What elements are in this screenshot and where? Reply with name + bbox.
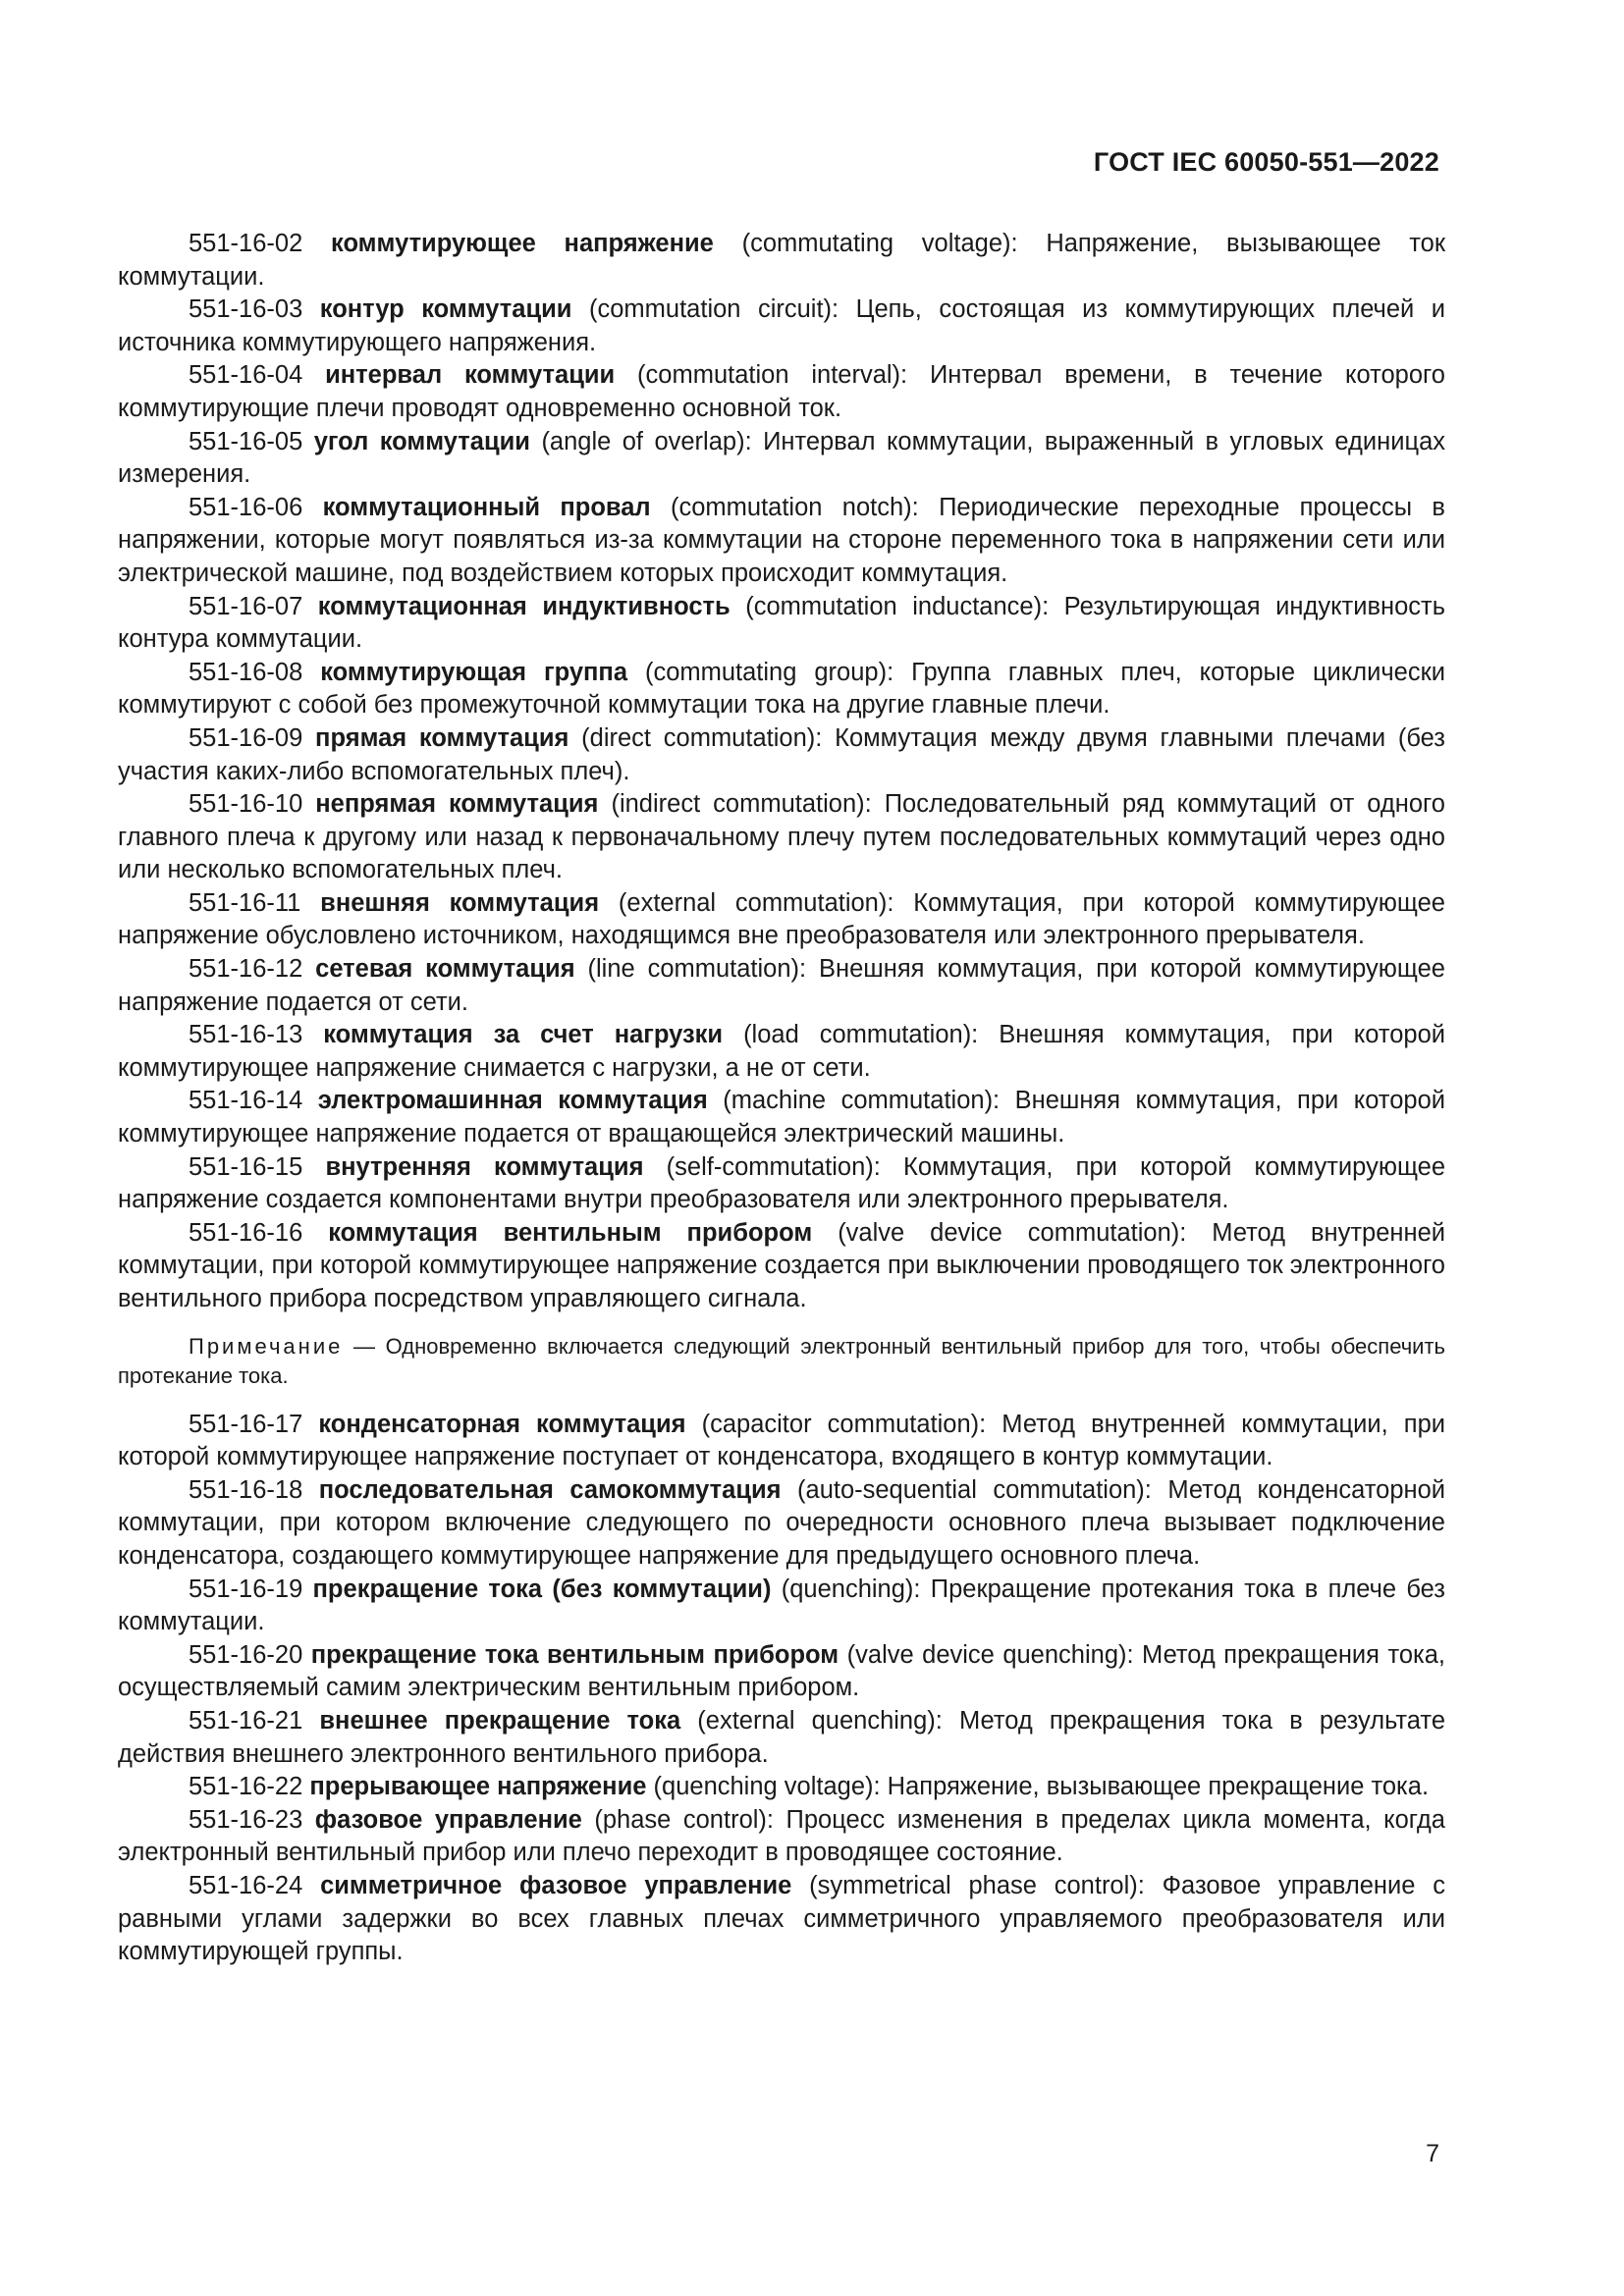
- term-number: 551-16-18: [189, 1475, 303, 1504]
- term-name: внешняя коммутация: [320, 888, 600, 917]
- term-number: 551-16-05: [189, 427, 303, 455]
- term-entry: [118, 953, 1445, 1019]
- term-name: прекращение тока вентильным прибором: [310, 1640, 839, 1669]
- document-body: [118, 228, 1445, 1969]
- note: [118, 1332, 1445, 1391]
- term-entry: [118, 1151, 1445, 1217]
- term-entry: [118, 492, 1445, 591]
- term-number: 551-16-03: [189, 295, 303, 324]
- term-number: 551-16-23: [189, 1805, 303, 1834]
- term-entry: [118, 1409, 1445, 1474]
- term-name: коммутационная индуктивность: [317, 592, 731, 620]
- term-number: 551-16-12: [189, 955, 303, 984]
- term-entry: [118, 591, 1445, 657]
- term-name: симметричное фазовое управление: [320, 1871, 792, 1899]
- term-name: сетевая коммутация: [315, 955, 575, 984]
- term-definition: (auto-sequential commutation): Метод конденсаторной коммутации, при котором включение следующего по очередности основного плеча вызывает подключение конденсатора, создающего коммутирующее напряжение для предыдущего основного плеча.: [118, 1475, 1446, 1570]
- term-number: 551-16-13: [189, 1021, 303, 1049]
- page-number: 7: [1426, 2140, 1439, 2167]
- term-name: фазовое управление: [314, 1805, 582, 1834]
- term-entry: [118, 1217, 1445, 1316]
- term-definition: (indirect commutation): Последовательный ряд коммутаций от одного главного плеча к другому или назад к первоначальному плечу путем последовательных коммутаций через одно или несколько вспомогательных плеч.: [118, 790, 1445, 884]
- term-name: последовательная самокоммутация: [318, 1475, 782, 1504]
- term-entry: [118, 1804, 1445, 1870]
- term-entry: [118, 788, 1445, 887]
- term-number: 551-16-15: [189, 1152, 303, 1181]
- term-entry: [118, 426, 1445, 492]
- document-header: ГОСТ IEC 60050-551—2022: [1093, 147, 1439, 177]
- term-entry: [118, 1574, 1445, 1639]
- term-entry: [118, 657, 1445, 722]
- term-name: внешнее прекращение тока: [319, 1706, 681, 1735]
- term-number: 551-16-09: [189, 723, 303, 752]
- term-definition: (machine commutation): Внешняя коммутация, при которой коммутирующее напряжение подается от вращающейся электрический машины.: [118, 1087, 1445, 1148]
- term-entry: [118, 294, 1445, 359]
- term-name: конденсаторная коммутация: [318, 1410, 686, 1438]
- term-definition: (commutating voltage): Напряжение, вызывающее ток коммутации.: [118, 230, 1446, 291]
- term-name: коммутирующая группа: [320, 658, 627, 686]
- term-definition: (symmetrical phase control): Фазовое управление с равными углами задержки во всех главных плечах симметричного управляемого преобразователя или коммутирующей группы.: [118, 1871, 1445, 1966]
- term-number: 551-16-02: [189, 230, 303, 257]
- term-entry: [118, 359, 1445, 425]
- term-name: угол коммутации: [313, 427, 530, 455]
- term-definition: (commutation interval): Интервал времени, в течение которого коммутирующие плечи проводят одновременно основной ток.: [118, 361, 1445, 422]
- term-name: коммутация вентильным прибором: [328, 1218, 813, 1247]
- term-entry: [118, 722, 1445, 788]
- term-name: интервал коммутации: [325, 361, 616, 390]
- term-list-before-note: [118, 228, 1445, 1316]
- term-list-after-note: [118, 1409, 1445, 1969]
- term-definition: (valve device commutation): Метод внутренней коммутации, при которой коммутирующее напряжение создается при выключении проводящего ток электронного вентильного прибора посредством управляющего сигнала.: [118, 1218, 1446, 1312]
- term-number: 551-16-14: [189, 1087, 303, 1115]
- term-definition: (capacitor commutation): Метод внутренней коммутации, при которой коммутирующее напряжение поступает от конденсатора, входящего в контур коммутации.: [118, 1410, 1446, 1471]
- term-entry: [118, 1639, 1445, 1705]
- term-definition: (commutation notch): Периодические переходные процессы в напряжении, которые могут появляться из-за коммутации на стороне переменного тока в напряжении сети или электрической машине, под воздействием которых происходит коммутация.: [118, 493, 1445, 587]
- term-number: 551-16-24: [189, 1871, 303, 1899]
- term-definition: (direct commutation): Коммутация между двумя главными плечами (без участия каких-либо вспомогательных плеч).: [118, 723, 1445, 785]
- term-number: 551-16-22: [189, 1773, 303, 1801]
- term-number: 551-16-06: [189, 493, 303, 521]
- term-definition: (quenching): Прекращение протекания тока в плече без коммутации.: [118, 1575, 1445, 1636]
- term-name: непрямая коммутация: [315, 790, 599, 819]
- term-entry: [118, 228, 1445, 294]
- term-number: 551-16-08: [189, 658, 303, 686]
- term-number: 551-16-17: [189, 1410, 303, 1438]
- term-name: внутренняя коммутация: [325, 1152, 644, 1181]
- term-number: 551-16-19: [189, 1575, 303, 1603]
- term-name: электромашинная коммутация: [317, 1087, 708, 1115]
- term-definition: (angle of overlap): Интервал коммутации, выраженный в угловых единицах измерения.: [118, 427, 1446, 489]
- term-number: 551-16-10: [189, 790, 303, 819]
- term-name: коммутационный провал: [322, 493, 651, 521]
- term-definition: (commutation circuit): Цепь, состоящая из коммутирующих плечей и источника коммутирующего напряжения.: [118, 295, 1445, 356]
- term-definition: (commutating group): Группа главных плеч, которые циклически коммутируют с собой без промежуточной коммутации тока на другие главные плечи.: [118, 658, 1445, 720]
- term-number: 551-16-21: [189, 1706, 303, 1735]
- term-number: 551-16-16: [189, 1218, 303, 1247]
- term-number: 551-16-20: [189, 1640, 303, 1669]
- term-entry: [118, 1474, 1445, 1574]
- term-definition: (self-commutation): Коммутация, при которой коммутирующее напряжение создается компонентами внутри преобразователя или электронного прерывателя.: [118, 1152, 1445, 1214]
- term-definition: (quenching voltage): Напряжение, вызывающее прекращение тока.: [653, 1773, 1430, 1801]
- term-definition: (external commutation): Коммутация, при которой коммутирующее напряжение обусловлено источником, находящимся вне преобразователя или электронного прерывателя.: [118, 888, 1445, 950]
- term-name: коммутация за счет нагрузки: [323, 1021, 724, 1049]
- term-entry: [118, 1705, 1445, 1771]
- term-entry: [118, 1870, 1445, 1969]
- term-number: 551-16-07: [189, 592, 303, 620]
- term-definition: (line commutation): Внешняя коммутация, при которой коммутирующее напряжение подается от сети.: [118, 955, 1445, 1016]
- note-label: Примечание: [189, 1333, 344, 1359]
- term-definition: (valve device quenching): Метод прекращения тока, осуществляемый самим электрическим вентильным прибором.: [118, 1640, 1446, 1702]
- term-definition: (external quenching): Метод прекращения тока в результате действия внешнего электронного вентильного прибора.: [118, 1706, 1445, 1768]
- term-name: контур коммутации: [319, 295, 572, 324]
- term-entry: [118, 887, 1445, 953]
- term-definition: (load commutation): Внешняя коммутация, при которой коммутирующее напряжение снимается с нагрузки, а не от сети.: [118, 1021, 1445, 1082]
- term-entry: [118, 1019, 1445, 1085]
- term-name: прекращение тока (без коммутации): [312, 1575, 772, 1603]
- term-number: 551-16-04: [189, 361, 303, 390]
- term-name: коммутирующее напряжение: [331, 230, 714, 257]
- term-entry: [118, 1771, 1445, 1804]
- term-entry: [118, 1085, 1445, 1150]
- term-definition: (phase control): Процесс изменения в пределах цикла момента, когда электронный вентильный прибор или плечо переходит в проводящее состояние.: [118, 1805, 1445, 1867]
- term-number: 551-16-11: [189, 888, 301, 917]
- term-name: прерывающее напряжение: [309, 1773, 647, 1801]
- term-definition: (commutation inductance): Результирующая индуктивность контура коммутации.: [118, 592, 1445, 654]
- term-name: прямая коммутация: [315, 723, 569, 752]
- note-text: — Одновременно включается следующий электронный вентильный прибор для того, чтобы обеспечить протекание тока.: [118, 1333, 1445, 1388]
